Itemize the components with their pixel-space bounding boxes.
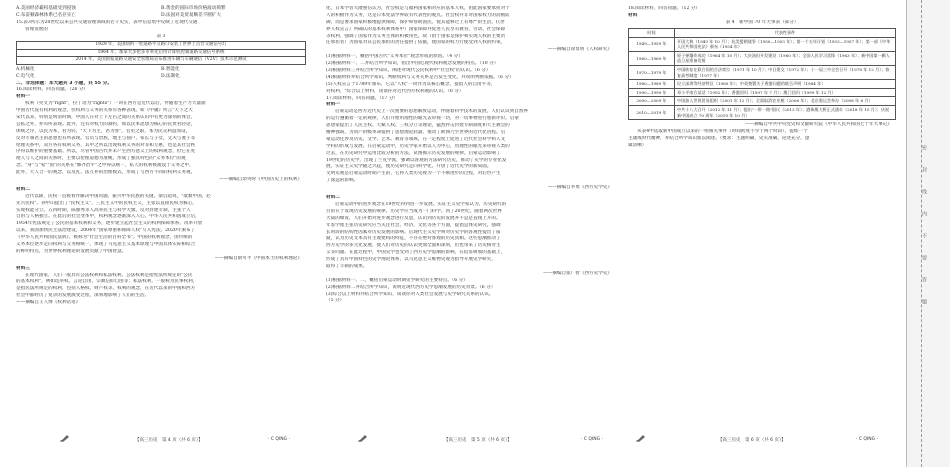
table4-period: 2010—2019 年 bbox=[629, 106, 675, 120]
subquestion-line: (5)人权宣言于1789年颁布，它以"人权"一词作为其核心概念，提倡人的自由平等， bbox=[326, 81, 496, 87]
material-line: 在现代国家，人们一般具有公法权利和私法权利。公法权利是指宪法所规定的"公民 bbox=[25, 272, 193, 278]
page-5-column bbox=[326, 6, 616, 305]
seal-line-strip bbox=[906, 0, 950, 467]
pen-icon bbox=[358, 434, 368, 442]
table4-row bbox=[629, 80, 896, 89]
q16-title: 16.阅读材料，回答问题。（26 分） bbox=[16, 87, 89, 93]
material-line: 精神独裁，为资产阶级革命提供了思想理论武器，推动了欧洲乃至世界的近代化进程。启 bbox=[326, 130, 506, 136]
q16-material-2-source: ——摘编自俞可平《中国本土的权利理论》 bbox=[214, 255, 302, 261]
page-4-footer-mark: · C QING · bbox=[268, 437, 291, 442]
table4-row bbox=[629, 51, 896, 65]
q14-option-a[interactable]: A.美国经济霸权基础受到侵蚀 bbox=[16, 6, 76, 11]
material-line: 以来，我国加快民主法治建设，2004年"国家尊重和保障人权"写入宪法，2020年颁布了 bbox=[16, 228, 196, 234]
q14-option-b[interactable]: B.黄金的国际市场价格波动频繁 bbox=[161, 6, 226, 11]
q14-option-d[interactable]: D.法国对美贸易顺差不断扩大 bbox=[161, 12, 222, 18]
material-line: 近代以降，民权一直被看作解决中国问题、振兴中华民族的关键。梁启超说，"欲救中国，必 bbox=[25, 193, 211, 199]
q16-material-3-continued bbox=[326, 6, 616, 47]
q15-option-b[interactable]: B.智能化 bbox=[161, 66, 180, 72]
material-line: ——摘编自王人博《权利话语》 bbox=[16, 300, 81, 306]
table4 bbox=[628, 28, 896, 121]
table3-title: 表 3 bbox=[156, 33, 166, 39]
material-line: 年鉴学派主张历史研究应当关注社会、经济、文化等各个方面，提倡总体史研究，强调 bbox=[326, 222, 501, 228]
q15-option-a[interactable]: A.机械化 bbox=[16, 66, 35, 72]
material-line: 御，而是要求国家积极地提供保障，保护和帮助国民，使其能够过上有尊严的生活。(《世 bbox=[326, 19, 505, 25]
material-line: 反对专制君主的思想也有所表现。官员与贵族，地主与佃户，家长与子女，丈夫与妻子等 bbox=[16, 135, 196, 141]
q15-options-row-2 bbox=[16, 74, 306, 81]
page-4-column bbox=[16, 6, 306, 307]
material-line: 疑，认为历史文本具有主观建构的特征，不存在绝对客观的历史真相。这些思潮推动了 bbox=[326, 236, 501, 242]
subquestion-line: (3)综合以上材料并结合所学知识，谈谈你对人类社会发展与史学研究关系的认识。 bbox=[326, 291, 494, 297]
material-line: 大战的爆发，人们开始对进步观念进行反思，认识到历史的发展并不总是直线上升的。 bbox=[326, 215, 501, 221]
table4-period: 1960—1969 年 bbox=[629, 51, 675, 65]
material-line: 界人权宣言》所确认的基本权利体系中）国家保障并促进人民享有教育、劳动、社会保障 bbox=[326, 26, 506, 32]
q17-material-2-title: 材料二 bbox=[326, 195, 341, 201]
material-line: 蒙运动还涉及历史、文学、艺术、教育等领域，在一定程度上促进了近代社会科学和人文 bbox=[326, 136, 506, 142]
page-4-footer: 【高三历史 第 4 页（共 6 页）】 bbox=[135, 438, 203, 443]
table3-row: 2014 年，美国国家道路交通安全管理局宣布推进车辆与车辆通信（V2V）技术示范测试 bbox=[17, 57, 306, 64]
q16-material-1-body bbox=[16, 101, 306, 177]
table4-row bbox=[629, 106, 896, 120]
q16-material-2-title: 材料二 bbox=[16, 186, 31, 192]
subquestion-line: (2)根据材料一、二并结合所学知识，指出中国近现代权利观念发展的特点。（10 分） bbox=[326, 61, 499, 67]
material-line: 文明史观是启蒙运动时期产生的，它将人类历史视为一个不断进步的过程，对后世产生 bbox=[326, 171, 501, 177]
q16-material-2-body bbox=[16, 194, 306, 256]
material-line: 人的积极作为义务，这是日本宪法学界较有代表性的观点。社会权并非对国家权力的消极防 bbox=[326, 12, 510, 18]
q16-subquestions-extra bbox=[326, 82, 616, 96]
subquestion-line: (1)根据材料一，概括中国古代"义务本位"观念形成的原因。（4 分） bbox=[326, 54, 463, 60]
q15-stem-line: 15.表3所示为20世纪以来公共交通管理领域的若干史实，表中信息集中反映了近现代交通 bbox=[16, 19, 198, 25]
material-line: 伦理关系中，双方各有权利义务，其中之所以出现权利义务的对等和互惠，也是其社会秩 bbox=[16, 142, 196, 148]
prompt-line: 从表4中选取新中国成立以来的一组相关事件（时间跨度不少于两个时段），提炼一个 bbox=[637, 129, 808, 135]
q17-material-1-body bbox=[326, 109, 616, 185]
material-line: 义务本位逐步走向权利与义务相统一，体现了马克思主义基本原理与中国具体实际相结合 bbox=[16, 242, 196, 247]
table4-events: 邓小平南方谈话（1992 年）；香港回归（1997 年 7 月）；澳门回归（1999 年 12 月） bbox=[675, 88, 896, 97]
table4-events: 中共十八大召开（2012 年 11 月）；提出"一带一路"倡议（2013 年）；港珠澳大桥正式通车（2018 年 10 月）；庆祝新中国成立 70 周年（2019 年 10 月） bbox=[675, 106, 896, 120]
material-line: 自由与人格独立。在此后的社会变革中，权利观念逐渐深入人心。中华人民共和国成立后， bbox=[16, 214, 200, 220]
table3-row: 1964 年，加拿大多伦多市率先启用计算机控制道路交通信号系统 bbox=[17, 49, 306, 56]
q15-options-row-1 bbox=[16, 67, 306, 74]
material-line: 序得以维护的重要基础。所以，尽管中国古代并未产生西方意义上的权利观念，但它在处 bbox=[16, 149, 196, 155]
material-line: 社会中都经历了复杂的发展演变过程，深刻地影响了人们的生活。 bbox=[16, 293, 150, 299]
material-line: 是指民法所规定的权利，包括人格权、财产权等。权利的观念，在近代以来的中国和西方 bbox=[16, 286, 196, 292]
table4-header-time: 时间 bbox=[629, 28, 675, 37]
q14-options-row-1 bbox=[16, 6, 306, 13]
material-line: 任承担者）为国家对其公民承担的责任提供了依据，使国家的权力行使受到人权的约束。 bbox=[326, 40, 506, 46]
section-2-heading: 二、非选择题：本大题共 3 小题，共 55 分。 bbox=[16, 80, 113, 86]
material-line: 取得了丰硕的成果。 bbox=[326, 263, 368, 269]
material-line: 启蒙运动是西方近代史上一次重要的思想解放运动，伴随着科学技术的发展，人们认识到自然界 bbox=[335, 109, 528, 115]
table4-row bbox=[629, 97, 896, 106]
material-line: 过去，在历史研究中运用比较分析的方法，试图揭示历史发展的规律。启蒙运动影响了 bbox=[326, 150, 501, 156]
material-line: 展。实证主义史学随之兴起，使历史研究走向科学化，开创了近代史学的新局面。 bbox=[326, 164, 492, 170]
material-line: 公私之外，亦有所表现。此外，还有对权力的制约，如以民本思想为核心的民贵君轻论， bbox=[16, 121, 196, 127]
table4-events: 开国大典（1949 年 10 月）；抗美援朝战争（1950—1953 年）；第一个五年计划（1953—1957 年）；第一部《中华人民共和国宪法》颁布（1954 年） bbox=[675, 37, 896, 51]
q17-title: 17.阅读材料，回答问题。（17 分） bbox=[326, 95, 399, 101]
table3-row: 1929 年，美国纽约一处道路平交路口安装了世界上首台交通信号灯 bbox=[17, 42, 306, 49]
q15-option-c[interactable]: C.电气化 bbox=[16, 73, 35, 79]
table4-period: 1990—1999 年 bbox=[629, 88, 675, 97]
subquestion-line: (2)根据材料二并结合所学知识，说明近现代西方史学思潮发展的历史背景。（6 分） bbox=[326, 284, 496, 290]
q18-prompt bbox=[628, 129, 896, 150]
q16-material-1-source: ——摘编自余英时《中国历史上的权利》 bbox=[219, 176, 302, 182]
table4-title: 表 4 新中国 70 年大事表（部分） bbox=[725, 19, 799, 25]
table4-header-events: 代表性事件 bbox=[675, 28, 896, 37]
q17-material-1-title: 材料一 bbox=[326, 102, 341, 108]
q17-material-1-source: ——摘编自李勇《西方史学史》 bbox=[547, 185, 612, 191]
material-line: 了深远的影响。 bbox=[326, 178, 359, 184]
page-6-footer-mark: · C QING · bbox=[856, 437, 879, 442]
table4-events: 中国加入世界贸易组织（2001 年 12 月）；全面取消农业税（2006 年）；北京奥运会举办（2008 年 8 月） bbox=[675, 97, 896, 106]
material-line: 《中华人民共和国民法典》，被称为"社会生活的百科全书"。中国的权利观念，由传统的 bbox=[16, 235, 193, 241]
page-6-column bbox=[628, 6, 896, 150]
q17-material-2-source: ——摘编自张广智《西方史学史》 bbox=[543, 270, 612, 276]
table4-row bbox=[629, 37, 896, 51]
material-line: 西方史学的多元化发展，使人们对历史的认识更加全面和深刻，但也带来了历史相对主 bbox=[326, 243, 501, 249]
q16-material-3-title: 材料三 bbox=[16, 265, 31, 271]
subquestion-line: (3)根据材料三并结合所学知识，阐述对现代公民权利中"社会权"的认识。（6 分） bbox=[326, 68, 491, 74]
material-line: 义等问题。在此过程中，中国史学也受到了西方史学思潮的影响，在借鉴吸收的基础上， bbox=[326, 250, 506, 256]
pen-icon bbox=[636, 434, 646, 442]
material-line: 体统之序，以民为本，君为轻，"天下为主，君为客"，官吏之职，本为民众利益而设， bbox=[16, 128, 191, 134]
prompt-line: 主题或时代精神，并结合所学知识加以阐述。（要求：主题明确，史实准确，论述充分，逻 bbox=[628, 135, 810, 141]
material-line: 长时段的结构性因素对历史发展的影响。后现代主义史学则对历史学的客观性提出了质 bbox=[326, 229, 501, 235]
material-line: 思想家提出了人民主权、天赋人权、三权分立等理论，猛烈抨击封建专制制度和天主教会的 bbox=[326, 123, 510, 129]
pen-icon bbox=[60, 434, 70, 442]
material-line: 的基本权利"，例如选举权、言论自由、宗教信仰自由等；私法权利，一般称为民事权利， bbox=[16, 279, 198, 285]
material-line: 化，日本学者大隈重信认为，社会权是与福利国家相对应的基本人权，由此国家要承担对个 bbox=[326, 6, 510, 11]
page-5-footer: 【高三历史 第 5 页（共 6 页）】 bbox=[444, 438, 512, 443]
q18-material-title: 材料 bbox=[628, 12, 638, 18]
page-6-footer: 【高三历史 第 6 页（共 6 页）】 bbox=[718, 438, 786, 443]
table4-source: ——摘编自中共中央党史和文献研究院《中华人民共和国七十年大事记》 bbox=[744, 122, 892, 128]
table4-events: 设立深圳等经济特区（1980 年）；中英签署关于香港问题的联合声明（1984 年） bbox=[675, 80, 896, 89]
q16-material-1-title: 材料一 bbox=[16, 94, 31, 100]
material-line: 19世纪的历史学，出现了兰克学派，强调以客观的方法研究历史，推动了史学的专业化发 bbox=[326, 157, 507, 163]
material-line: 理人与人之间的关系时，主要以伦理道德为准绳，形成了独具特色的"义务本位"的观 bbox=[16, 156, 186, 162]
material-line: 学科的形成与发展。在启蒙运动中，历史学家开始以人为中心，用理性的眼光来审视人类的 bbox=[326, 143, 510, 149]
material-line: 中国古代没有权利的观念，但权利与义务的关系有各种表现。如《中庸》所言"天下之大 bbox=[16, 108, 193, 114]
material-line: 启蒙运动中的进步观念在19世纪得到进一步发展。实证主义史学家认为，历史研究的 bbox=[335, 201, 507, 207]
q17-material-2-body bbox=[326, 202, 616, 271]
q15-stem-line: 管理发展的 bbox=[25, 26, 48, 32]
table4-events: 中国恢复在联合国的合法席位（1971 年 10 月）；中日建交（1972 年）；十一届三中全会召开（1978 年 12 月）；恢复高考制度（1977 年） bbox=[675, 66, 896, 80]
material-line: 等权利，强调了国家作为义务主体的积极角色，故（由于国家是保护和实现人权的主要责 bbox=[326, 33, 506, 39]
table4-period: 1970—1979 年 bbox=[629, 66, 675, 80]
q15-option-d[interactable]: D.法制化 bbox=[161, 73, 180, 79]
q18-title: 18.阅读材料，回答问题。（12 分） bbox=[628, 6, 701, 11]
q16-subquestions bbox=[326, 54, 616, 82]
q16-material-3-body bbox=[16, 273, 306, 307]
page-5-footer-mark: · C QING · bbox=[581, 437, 604, 442]
q17-subquestions bbox=[326, 278, 616, 306]
material-line: 的鲜明特点，为世界权利理论的发展贡献了中国智慧。 bbox=[16, 248, 127, 254]
table4-period: 2000—2009 年 bbox=[629, 97, 675, 106]
material-line: 宋代以来，特别是明清时期，中国人在对上下左右之间的关系认识中有更为深刻的体会， bbox=[16, 114, 196, 120]
table4-row bbox=[629, 88, 896, 97]
material-line: 形成了具有中国特色的史学理论体系，以马克思主义唯物史观为指导开展史学研究， bbox=[326, 257, 496, 263]
prompt-line: 辑清晰） bbox=[628, 142, 647, 148]
table4-period: 1949—1959 年 bbox=[629, 37, 675, 51]
material-line: 此外，天人合一的观念，以及礼、法互补的治理模式，形成了与西方不同的权利义务观。 bbox=[16, 170, 196, 176]
subquestion-line: 对权利，"综合以上材料，谈谈你对近代西方权利观的认识。（6 分） bbox=[326, 88, 464, 94]
table4-events: 原子弹爆炸成功（1964 年 10 月）；大庆油田开发建设（1960 年）；全国人民学习雷锋（1963 年）；新中国第一颗人造卫星准备发射 bbox=[675, 51, 896, 65]
table4-period: 1980—1989 年 bbox=[629, 80, 675, 89]
seal-line-notice: 密封线内不要答题 bbox=[921, 145, 927, 321]
material-line: 先兴民权"。孙中山提出了"民权主义"，三民主义中的民权主义，主张以直接民权为核心， bbox=[16, 200, 197, 206]
q16-material-3-source: ——摘编自徐显明《人权研究》 bbox=[547, 47, 612, 53]
table4-row bbox=[629, 66, 896, 80]
material-line: 1954年宪法规定了公民的基本权利和义务，逐步建立起社会主义的权利保障体系。改革开放 bbox=[16, 221, 203, 227]
material-line: 目的在于发现历史发展的规律，历史学应当成为一门科学。到了20世纪，随着两次世界 bbox=[326, 208, 502, 214]
material-line: 实现权能分立。五四时期，陈独秀等人高举民主与科学大旗，反对封建专制，主张个人 bbox=[16, 207, 191, 213]
table3 bbox=[16, 41, 306, 64]
q14-option-c[interactable]: C.布雷顿森林体系已名存实亡 bbox=[16, 12, 76, 18]
subquestion-line: (4)根据材料并结合所学知识，判断权利与义务关系是否发生变化，并说明判断依据。（6 分） bbox=[326, 74, 514, 80]
material-line: 权利（英文为"right"，拉丁语为"rights"）一词在西方是近代以后，伴随着生产力大量涌 bbox=[25, 101, 206, 107]
subquestion-line: （5 分） bbox=[326, 298, 345, 304]
material-line: 念。"身"与"家""国"的关系在"修齐治平"之中得以统一，私人的权利被淹没于义务之中， bbox=[16, 163, 194, 169]
subquestion-line: (1)根据材料一、二，概括启蒙运动时期史学研究的主要特点。（6 分） bbox=[326, 277, 468, 283]
q14-options-row-2 bbox=[16, 13, 306, 20]
material-line: 的运行遵循着一定的规律，人们开始用理性的眼光去审视一切，对一切事物进行重新评价。启蒙 bbox=[326, 116, 519, 122]
